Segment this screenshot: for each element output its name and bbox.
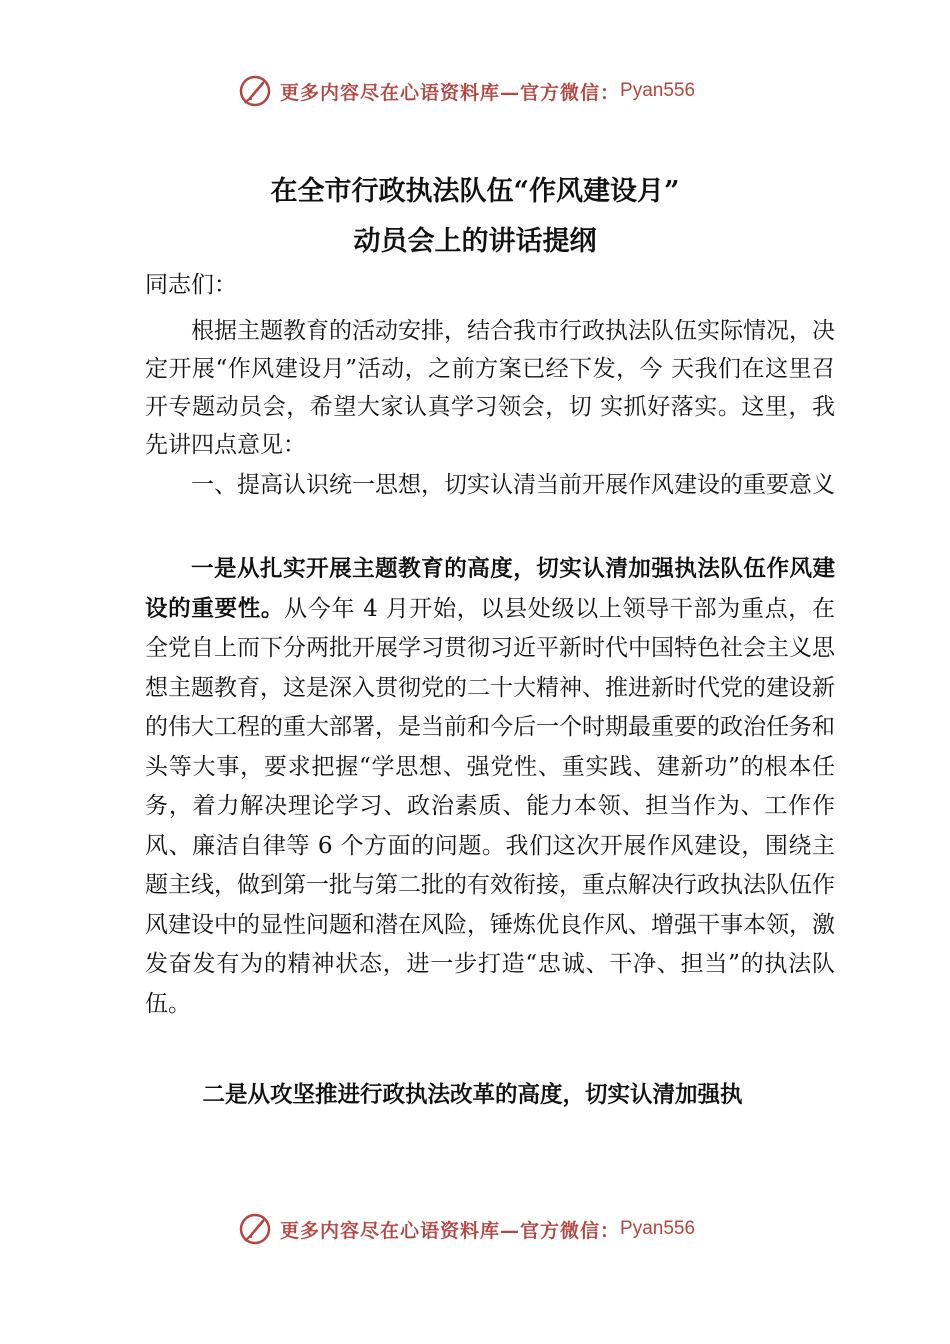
watermark-wechat-id: Pyan556 bbox=[620, 1218, 696, 1239]
document-title-line-1: 在全市行政执法队伍“作风建设月” bbox=[270, 176, 680, 207]
section-1-heading: 一、提高认识统一思想，切实认清当前开展作风建设的重要意义 bbox=[191, 472, 835, 498]
point-1-paragraph bbox=[145, 550, 835, 1024]
quill-seal-icon bbox=[238, 74, 272, 108]
point-2-paragraph bbox=[145, 1076, 835, 1114]
point-2-lead: 二是从攻坚推进行政执法改革的高度，切实认清加强执 bbox=[202, 1082, 743, 1108]
salutation: 同志们： bbox=[145, 272, 237, 298]
watermark-wechat-id: Pyan556 bbox=[620, 80, 696, 101]
watermark-footer bbox=[238, 1212, 695, 1246]
watermark-text: 更多内容尽在心语资料库—官方微信： bbox=[280, 1219, 621, 1242]
document-title-line-2: 动员会上的讲话提纲 bbox=[353, 226, 597, 257]
point-1-lead: 一是从扎实开展主题教育的高度，切实认清加强执法队伍作风建设的重要性。 bbox=[145, 556, 835, 622]
watermark-header bbox=[238, 74, 695, 108]
intro-paragraph: 根据主题教育的活动安排，结合我市行政执法队伍实际情况，决定开展“作风建设月”活动，之前方案已经下发，今 天我们在这里召开专题动员会，希望大家认真学习领会，切 实抓好落实。这里，我先讲四点意见： bbox=[145, 318, 835, 458]
watermark-text: 更多内容尽在心语资料库—官方微信： bbox=[280, 81, 621, 104]
quill-seal-icon bbox=[238, 1212, 272, 1246]
point-1-body: 从今年 4 月开始，以县处级以上领导干部为重点，在全党自上而下分两批开展学习贯彻习近平新时代中国特色社会主义思想主题教育，这是深入贯彻党的二十大精神、推进新时代党的建设新的伟大工程的重大部署，是当前和今后一个时期最重要的政治任务和头等大事，要求把握“学思想、强党性、重实践、建新功”的根本任务，着力解决理论学习、政治素质、能力本领、担当作为、工作作风、廉洁自律等 6 个方面的问题。我们这次开展作风建设，围绕主题主线，做到第一批与第二批的有效衔接，重点解决行政执法队伍作风建设中的显性问题和潜在风险，锤炼优良作风、增强干事本领，激发奋发有为的精神状态，进一步打造“忠诚、干净、担当”的执法队伍。 bbox=[145, 595, 835, 1017]
